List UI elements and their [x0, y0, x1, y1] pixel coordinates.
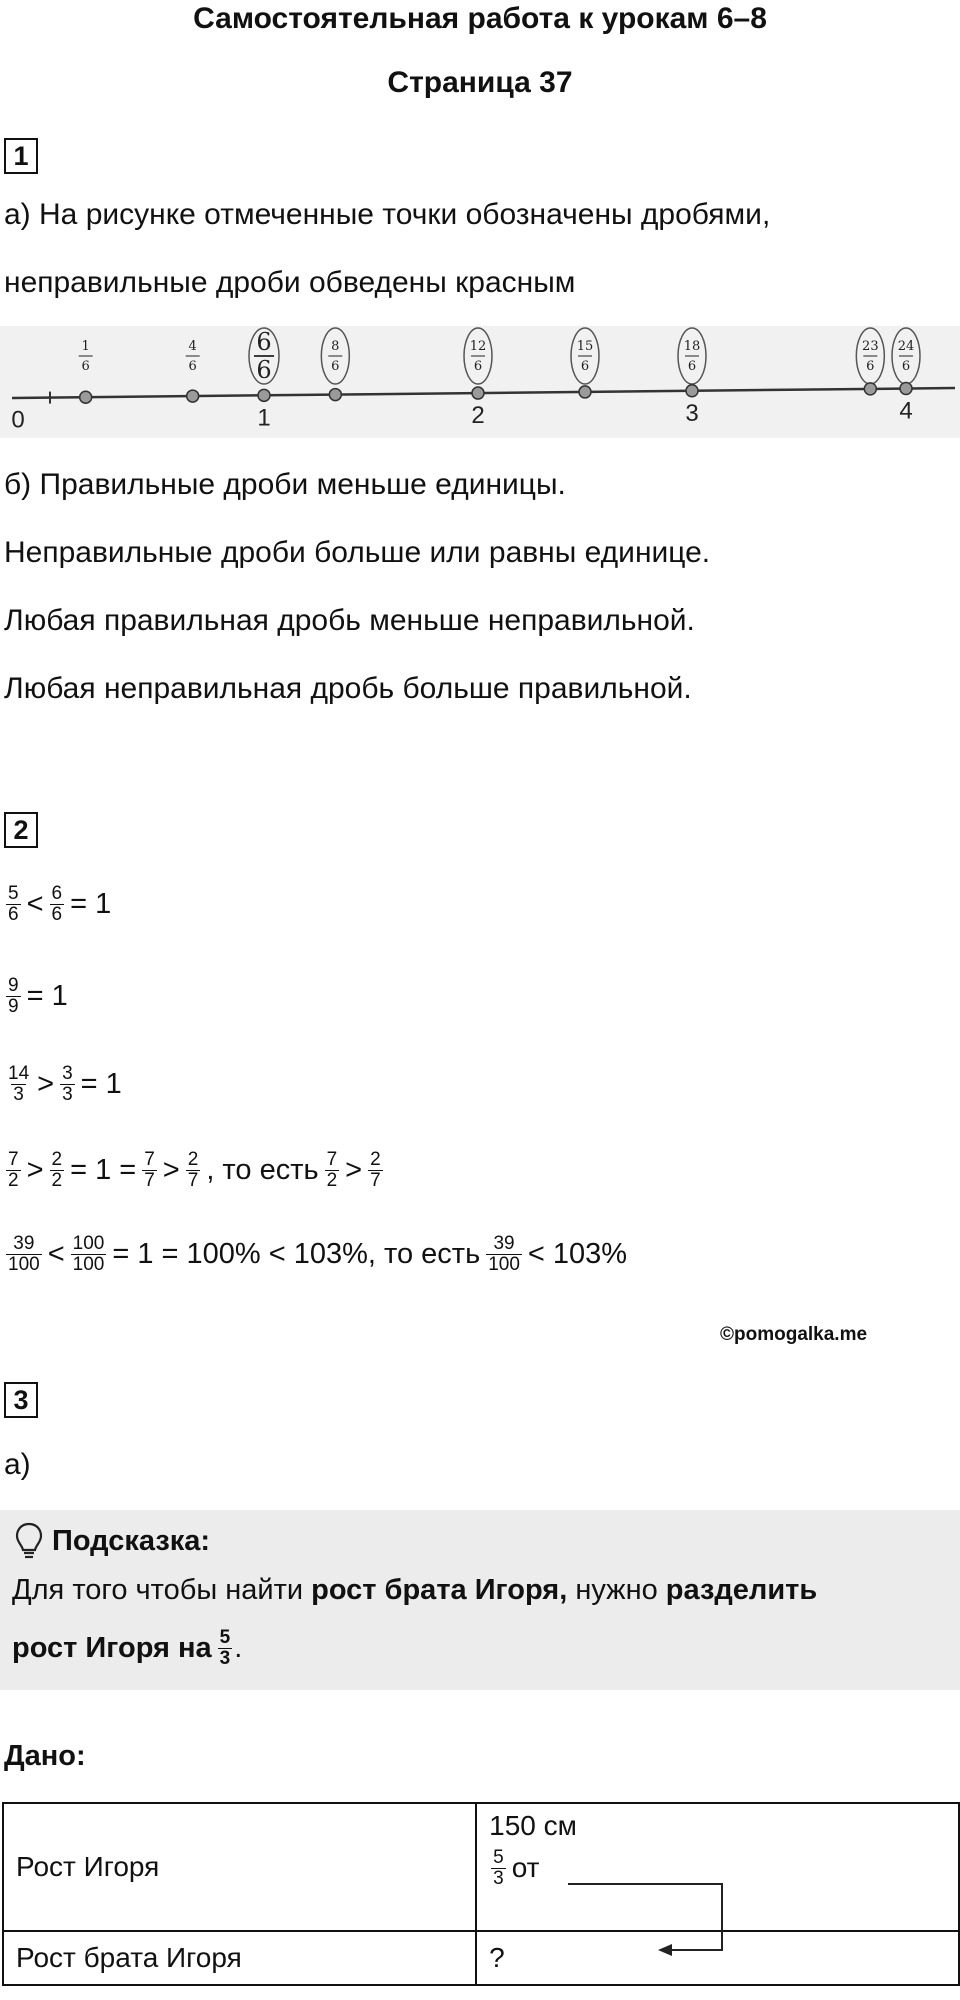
point-numerator: 24 [897, 339, 915, 354]
lightbulb-icon [14, 1522, 44, 1560]
fraction: $\frac{2}{2}$ [51, 1148, 63, 1191]
comparison-row-3: $\frac{14}{3}$ > $\frac{3}{3}$ = 1 [8, 1062, 122, 1105]
row-label-brother-height: Рост брата Игоря [3, 1931, 476, 1985]
number-line-point [579, 386, 591, 398]
point-denominator: 6 [866, 359, 875, 374]
fraction: $\frac{5}{3}$ [219, 1627, 231, 1669]
comparison-row-4: $\frac{7}{2}$ > $\frac{2}{2}$ = 1 = $\frac{7}{7}$ > $\frac{2}{7}$ , то есть $\frac{7}{2}$ > $\frac{2}{7}$ [8, 1148, 381, 1191]
number-line-point [80, 391, 92, 403]
number-line-point [686, 385, 698, 397]
task1-a-line1: а) На рисунке отмеченные точки обозначены дробями, [4, 198, 771, 231]
hint-box [0, 1510, 960, 1690]
task1-a-line2: неправильные дроби обведены красным [4, 266, 576, 299]
fraction: $\frac{3}{3}$ [62, 1062, 73, 1105]
point-denominator: 6 [901, 359, 911, 374]
task3-a-label: а) [4, 1448, 31, 1481]
point-numerator: 18 [683, 339, 701, 354]
hint-title: Подсказка: [14, 1522, 210, 1560]
fraction: $\frac{7}{2}$ [8, 1148, 19, 1191]
fraction: $\frac{5}{3}$ [493, 1847, 504, 1889]
axis-tick-label: 2 [471, 402, 485, 430]
task1-b-line3: Любая правильная дробь меньше неправильной. [4, 604, 695, 637]
hint-line-2: рост Игоря на $\frac{5}{3}$ . [12, 1627, 243, 1669]
row-label-igor-height: Рост Игоря [3, 1803, 476, 1931]
given-table [2, 1802, 960, 1986]
relation-arrow [560, 1870, 730, 1970]
of-word: от [511, 1852, 540, 1884]
arrow-head [658, 1944, 672, 1956]
page-number-heading: Страница 37 [387, 66, 573, 99]
task1-b-line4: Любая неправильная дробь больше правильной. [4, 672, 692, 705]
number-line-point [472, 387, 484, 399]
given-label: Дано: [4, 1740, 86, 1772]
point-numerator: 6 [256, 328, 272, 356]
point-numerator: 4 [188, 339, 197, 354]
number-line-point [329, 389, 341, 401]
point-numerator: 12 [469, 339, 487, 354]
point-denominator: 6 [473, 359, 483, 374]
comparison-row-1: $\frac{5}{6}$ < $\frac{6}{6}$ = 1 [8, 882, 112, 925]
number-line-point [864, 383, 876, 395]
copyright-watermark: ©pomogalka.me [720, 1324, 868, 1345]
task-number-1: 1 [4, 138, 38, 174]
fraction: $\frac{2}{7}$ [370, 1148, 381, 1191]
task1-b-line2: Неправильные дроби больше или равны единице. [4, 536, 711, 569]
point-denominator: 6 [81, 359, 90, 374]
point-numerator: 8 [331, 339, 340, 354]
point-numerator: 1 [81, 339, 90, 354]
axis-tick-label: 4 [899, 397, 913, 425]
point-numerator: 23 [862, 339, 879, 354]
number-line-point [258, 389, 270, 401]
task1-b-line1: б) Правильные дроби меньше единицы. [4, 468, 566, 501]
fraction: $\frac{7}{7}$ [144, 1148, 155, 1191]
fraction: $\frac{5}{6}$ [8, 882, 19, 925]
fraction: $\frac{7}{2}$ [326, 1148, 338, 1191]
axis-tick-label: 0 [11, 406, 25, 434]
number-line-figure [0, 326, 960, 438]
fraction: $\frac{6}{6}$ [51, 882, 63, 925]
task-number-3: 3 [4, 1382, 38, 1418]
point-denominator: 6 [580, 359, 590, 374]
task-number-2: 2 [4, 812, 38, 848]
point-denominator: 6 [331, 359, 340, 374]
fraction: $\frac{39}{100}$ [8, 1232, 40, 1275]
fraction: $\frac{100}{100}$ [72, 1232, 105, 1275]
point-numerator: 15 [576, 339, 594, 354]
axis-tick-label: 3 [685, 399, 699, 427]
page-title: Самостоятельная работа к урокам 6–8 [193, 2, 767, 35]
comparison-row-5: $\frac{39}{100}$ < $\frac{100}{100}$ = 1 = 100% < 103%, то есть $\frac{39}{100}$ < 103% [8, 1232, 628, 1275]
number-line-point [900, 383, 912, 395]
comparison-row-2: $\frac{9}{9}$ = 1 [8, 974, 68, 1017]
fraction: $\frac{2}{7}$ [187, 1148, 199, 1191]
point-denominator: 6 [188, 359, 197, 374]
cell-brother-height-value: ? [476, 1931, 959, 1985]
point-denominator: 6 [256, 356, 272, 384]
fraction: $\frac{39}{100}$ [488, 1232, 520, 1275]
fraction: $\frac{9}{9}$ [8, 974, 19, 1017]
point-denominator: 6 [687, 359, 697, 374]
fraction: $\frac{14}{3}$ [8, 1062, 30, 1105]
igor-height-value: 150 см [489, 1810, 577, 1841]
number-line-point [187, 390, 199, 402]
axis-tick-label: 1 [257, 404, 271, 432]
hint-line-1: Для того чтобы найти рост брата Игоря, нужно разделить [12, 1574, 818, 1606]
